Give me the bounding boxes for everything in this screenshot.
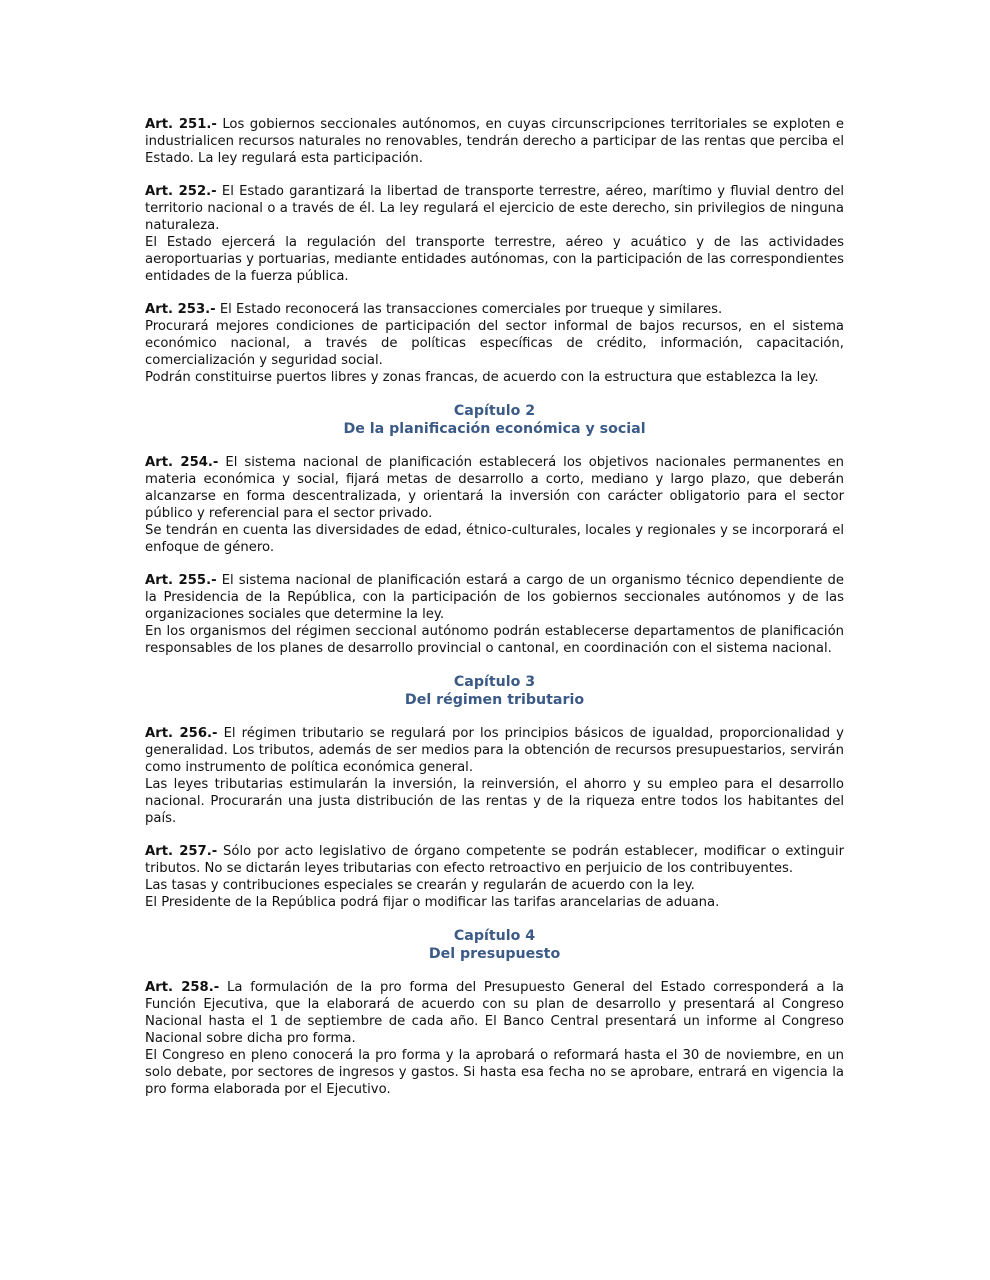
article (145, 116, 844, 167)
article-text: Los gobiernos seccionales autónomos, en cuyas circunscripciones territoriales se exploten e industrialicen recursos naturales no renovables, tendrán derecho a participar de las rentas que perciba el Estado. La ley regulará esta participación. (145, 117, 844, 166)
article-paragraph (145, 572, 844, 623)
article-paragraph (145, 894, 844, 911)
chapter-number: Capítulo 4 (453, 928, 536, 944)
article-text: El Estado garantizará la libertad de transporte terrestre, aéreo, marítimo y fluvial dentro del territorio nacional o a través de él. La ley regulará el ejercicio de este derecho, sin privilegios de ninguna naturaleza. (145, 184, 844, 233)
chapter-title: De la planificación económica y social (343, 421, 646, 437)
article-paragraph (145, 877, 844, 894)
article-paragraph (145, 776, 844, 827)
article-text: El sistema nacional de planificación establecerá los objetivos nacionales permanentes en materia económica y social, fijará metas de desarrollo a corto, mediano y largo plazo, que deberán alcanzarse en forma descentralizada, y orientará la inversión con carácter obligatorio para el sector público y referencial para el sector privado. (145, 455, 844, 521)
article-number: Art. 255.- (145, 573, 217, 588)
article-paragraph (145, 843, 844, 877)
chapter-title: Del presupuesto (428, 946, 561, 962)
article-number: Art. 258.- (145, 980, 220, 995)
chapter-number: Capítulo 2 (453, 403, 536, 419)
article-paragraph (145, 454, 844, 522)
article-number: Art. 254.- (145, 455, 219, 470)
chapter-heading (145, 927, 844, 963)
article-text: El Congreso en pleno conocerá la pro forma y la aprobará o reformará hasta el 30 de noviembre, en un solo debate, por sectores de ingresos y gastos. Si hasta esa fecha no se aprobare, entrará en vigencia la pro forma elaborada por el Ejecutivo. (145, 1048, 844, 1097)
article-text: La formulación de la pro forma del Presupuesto General del Estado corresponderá a la Función Ejecutiva, que la elaborará de acuerdo con su plan de desarrollo y presentará al Congreso Nacional hasta el 1 de septiembre de cada año. El Banco Central presentará un informe al Congreso Nacional sobre dicha pro forma. (145, 980, 844, 1046)
article-paragraph (145, 369, 844, 386)
article-text: Sólo por acto legislativo de órgano competente se podrán establecer, modificar o extinguir tributos. No se dictarán leyes tributarias con efecto retroactivo en perjuicio de los contribuyentes. (145, 844, 844, 876)
article (145, 183, 844, 285)
article-text: El Estado ejercerá la regulación del transporte terrestre, aéreo y acuático y de las actividades aeroportuarias y portuarias, mediante entidades autónomas, con la participación de las correspondientes entidades de la fuerza pública. (145, 235, 844, 284)
article-paragraph (145, 234, 844, 285)
article-paragraph (145, 623, 844, 657)
chapter-heading (145, 673, 844, 709)
article-text: El Presidente de la República podrá fijar o modificar las tarifas arancelarias de aduana. (145, 895, 720, 910)
article-text: El Estado reconocerá las transacciones comerciales por trueque y similares. (219, 302, 723, 317)
document-page (145, 116, 844, 1114)
article-text: El sistema nacional de planificación estará a cargo de un organismo técnico dependiente de la Presidencia de la República, con la participación de los gobiernos seccionales autónomos y de las organizaciones sociales que determine la ley. (145, 573, 844, 622)
article-number: Art. 256.- (145, 726, 218, 741)
chapter-title: Del régimen tributario (404, 692, 585, 708)
article-number: Art. 252.- (145, 184, 217, 199)
article-text: Podrán constituirse puertos libres y zonas francas, de acuerdo con la estructura que establezca la ley. (145, 370, 819, 385)
article (145, 843, 844, 911)
article-paragraph (145, 979, 844, 1047)
article-paragraph (145, 318, 844, 369)
chapter-number: Capítulo 3 (453, 674, 536, 690)
article-text: Procurará mejores condiciones de participación del sector informal de bajos recursos, en el sistema económico nacional, a través de políticas específicas de crédito, información, capacitación, comercialización y seguridad social. (145, 319, 844, 368)
article-paragraph (145, 1047, 844, 1098)
article-paragraph (145, 301, 844, 318)
article-paragraph (145, 183, 844, 234)
article-number: Art. 253.- (145, 302, 216, 317)
article (145, 301, 844, 386)
chapter-heading (145, 402, 844, 438)
article-text: El régimen tributario se regulará por los principios básicos de igualdad, proporcionalidad y generalidad. Los tributos, además de ser medios para la obtención de recursos presupuestarios, servirán como instrumento de política económica general. (145, 726, 844, 775)
article (145, 454, 844, 556)
article (145, 725, 844, 827)
article-text: En los organismos del régimen seccional autónomo podrán establecerse departamentos de planificación responsables de los planes de desarrollo provincial o cantonal, en coordinación con el sistema nacional. (145, 624, 844, 656)
article-text: Las tasas y contribuciones especiales se crearán y regularán de acuerdo con la ley. (145, 878, 695, 893)
article-paragraph (145, 116, 844, 167)
article-text: Las leyes tributarias estimularán la inversión, la reinversión, el ahorro y su empleo para el desarrollo nacional. Procurarán una justa distribución de las rentas y de la riqueza entre todos los habitantes del país. (145, 777, 844, 826)
article-text: Se tendrán en cuenta las diversidades de edad, étnico-culturales, locales y regionales y se incorporará el enfoque de género. (145, 523, 844, 555)
article-paragraph (145, 522, 844, 556)
article (145, 979, 844, 1098)
article-number: Art. 257.- (145, 844, 218, 859)
article-paragraph (145, 725, 844, 776)
article-number: Art. 251.- (145, 117, 217, 132)
article (145, 572, 844, 657)
